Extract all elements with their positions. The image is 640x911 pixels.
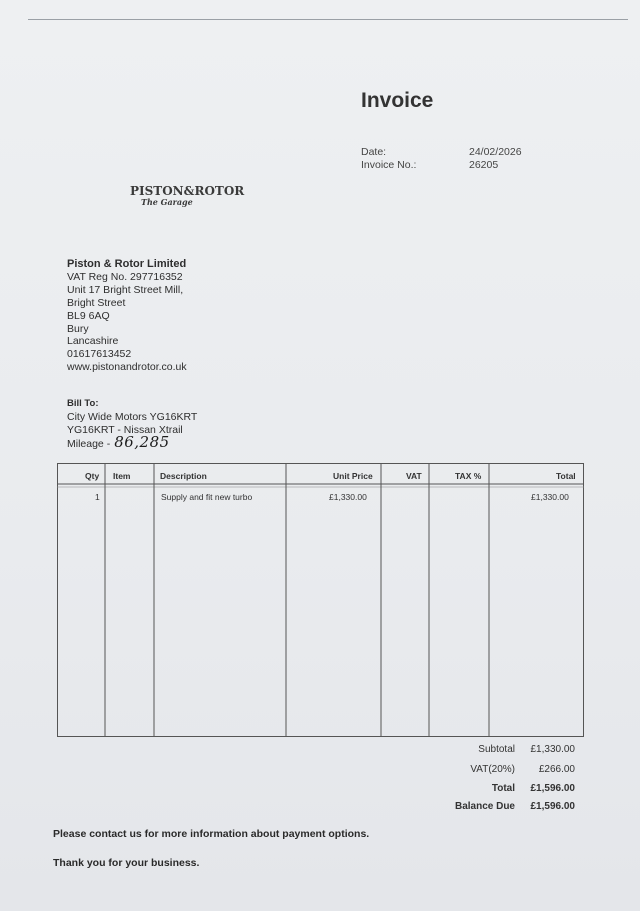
address-town: Bury xyxy=(67,322,89,335)
col-header-tax: TAX % xyxy=(455,471,482,481)
subtotal-label: Subtotal xyxy=(478,744,515,755)
mileage-label: Mileage - xyxy=(67,438,111,451)
thank-you-note: Thank you for your business. xyxy=(53,857,200,869)
row-1-description: Supply and fit new turbo xyxy=(161,492,253,502)
line-items-table xyxy=(57,463,584,737)
company-website: www.pistonandrotor.co.uk xyxy=(67,361,187,374)
address-county: Lancashire xyxy=(67,335,119,348)
total-label: Total xyxy=(491,783,515,794)
address-line-1: Unit 17 Bright Street Mill, xyxy=(67,283,184,296)
top-divider xyxy=(28,19,628,20)
bill-to-line-2: YG16KRT - Nissan Xtrail xyxy=(67,423,183,436)
vat-reg: VAT Reg No. 297716352 xyxy=(67,270,183,283)
address-line-2: Bright Street xyxy=(67,296,126,309)
vat-label: VAT(20%) xyxy=(470,764,515,775)
col-header-unit-price: Unit Price xyxy=(333,471,373,481)
row-1-total: £1,330.00 xyxy=(531,492,569,502)
bill-to-block xyxy=(67,398,197,451)
col-header-qty: Qty xyxy=(85,471,100,481)
payment-contact-note: Please contact us for more information about payment options. xyxy=(53,828,370,840)
invoice-no-value: 26205 xyxy=(469,159,499,171)
logo-subtext: The Garage xyxy=(141,197,193,207)
col-header-description: Description xyxy=(160,471,207,481)
total-value: £1,596.00 xyxy=(530,783,575,794)
subtotal-value: £1,330.00 xyxy=(530,744,575,755)
address-postcode: BL9 6AQ xyxy=(67,309,110,322)
balance-due-label: Balance Due xyxy=(454,801,515,812)
mileage-handwritten-value: 86,285 xyxy=(114,433,170,452)
company-address-block xyxy=(67,258,187,374)
row-1-qty: 1 xyxy=(95,492,100,502)
company-name: Piston & Rotor Limited xyxy=(67,258,187,270)
col-header-total: Total xyxy=(556,471,576,481)
date-value: 24/02/2026 xyxy=(469,146,522,158)
logo-text: PISTON&ROTOR xyxy=(130,184,245,198)
balance-due-value: £1,596.00 xyxy=(530,801,575,812)
row-1-unit-price: £1,330.00 xyxy=(329,492,367,502)
date-label: Date: xyxy=(361,146,387,158)
company-logo xyxy=(129,182,245,208)
bill-to-label: Bill To: xyxy=(67,398,99,409)
bill-to-line-1: City Wide Motors YG16KRT xyxy=(67,410,198,423)
table-grid xyxy=(57,463,584,737)
col-header-vat: VAT xyxy=(406,471,422,481)
col-header-item: Item xyxy=(113,471,131,481)
invoice-no-label: Invoice No.: xyxy=(361,159,417,171)
company-phone: 01617613452 xyxy=(67,348,132,361)
invoice-title: Invoice xyxy=(361,89,434,112)
vat-value: £266.00 xyxy=(538,764,575,775)
mileage-row xyxy=(67,433,197,452)
